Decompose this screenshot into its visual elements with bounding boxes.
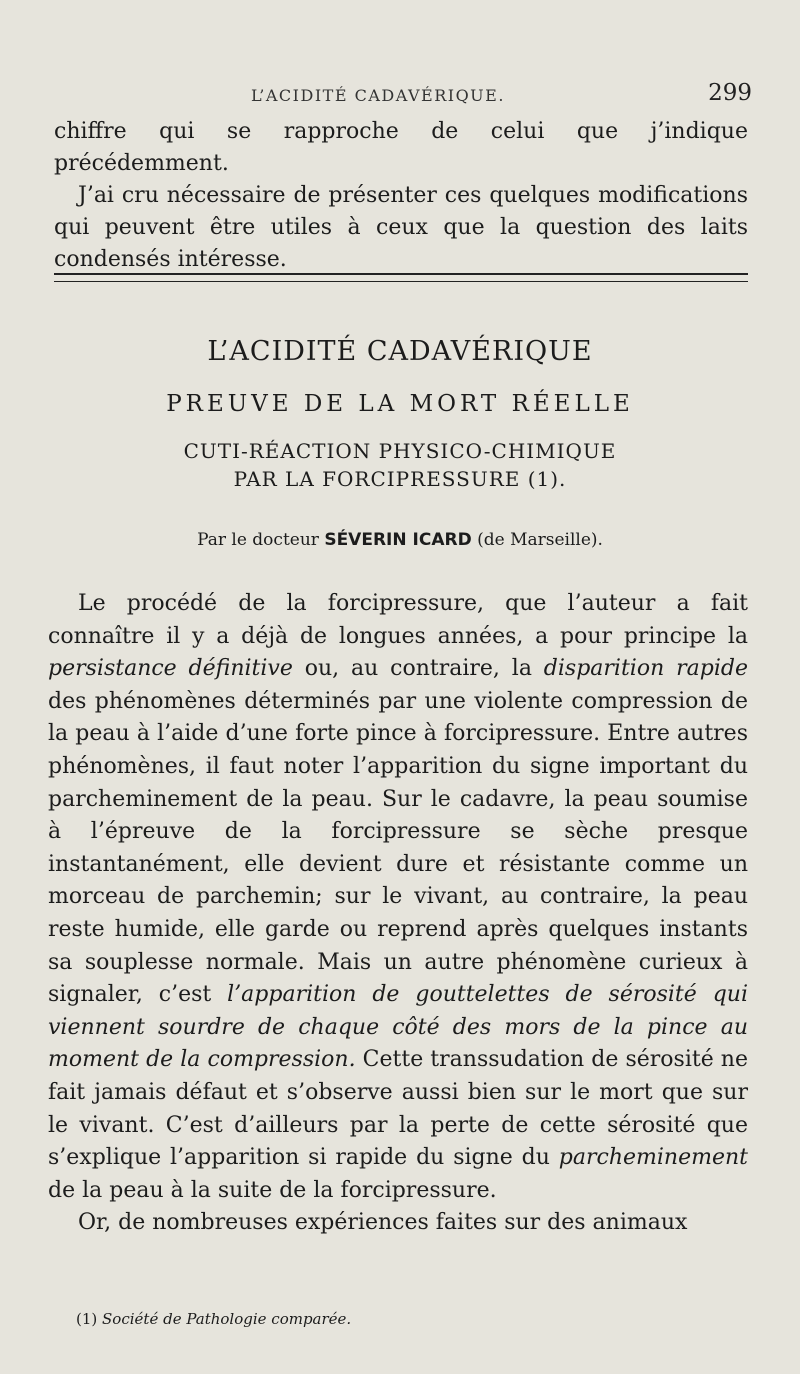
body-paragraph (48, 588, 748, 1207)
previous-article-paragraph: J’ai cru nécessaire de présenter ces quelques modifications qui peuvent être utiles à ceux que la question des laits condensés intéresse. (54, 183, 748, 272)
body-emphasis: parcheminement (558, 1145, 748, 1171)
section-divider-thick (54, 273, 748, 275)
body-text-run: Cette transsudation de sérosité ne fait jamais défaut et s’observe aussi bien sur le mort que sur le vivant. C’est d’ailleurs par la perte de cette sérosité que s’explique l’apparition si rapide du signe du (48, 1047, 748, 1171)
article-heading (40, 336, 760, 493)
page-number: 299 (708, 80, 752, 106)
body-emphasis: disparition rapide (543, 656, 748, 682)
footnote-marker: (1) (76, 1310, 98, 1328)
body-paragraph: Or, de nombreuses expériences faites sur des animaux (78, 1210, 688, 1236)
byline-author: SÉVERIN ICARD (324, 530, 472, 550)
previous-article-line: chiffre qui se rapproche de celui que j’indique précédemment. (54, 119, 748, 176)
page-header (56, 80, 752, 104)
body-emphasis: l’apparition de gouttelettes de sérosité qui viennent sourdre de chaque côté des mors de la pince au moment de la compression. (48, 982, 748, 1073)
article-subtitle: PREUVE DE LA MORT RÉELLE (166, 391, 634, 417)
byline (40, 530, 760, 550)
body-emphasis: persistance définitive (48, 656, 293, 682)
footnote (76, 1310, 351, 1328)
running-title: L’ACIDITÉ CADAVÉRIQUE. (251, 86, 505, 105)
byline-prefix: Par le docteur (197, 530, 319, 550)
article-subtitle-secondary-line2: PAR LA FORCIPRESSURE (1). (233, 467, 567, 491)
body-text-run: des phénomènes déterminés par une violente compression de la peau à l’aide d’une forte pince à forcipressure. Entre autres phénomènes, il faut noter l’apparition du signe important du parcheminement de la peau. Sur le cadavre, la peau soumise à l’épreuve de la forcipressure se sèche presque instantanément, elle devient dure et résistante comme un morceau de parchemin; sur le vivant, au contraire, la peau reste humide, elle garde ou reprend après quelques instants sa souplesse normale. Mais un autre phénomène curieux à signaler, c’est (48, 688, 748, 1008)
footnote-separator (70, 1292, 210, 1293)
article-body (48, 588, 748, 1240)
section-divider-thin (54, 281, 748, 282)
byline-suffix: (de Marseille). (477, 530, 603, 550)
body-text-run: de la peau à la suite de la forcipressure. (48, 1177, 497, 1203)
article-subtitle-secondary-line1: CUTI-RÉACTION PHYSICO-CHIMIQUE (183, 439, 617, 463)
article-title: L’ACIDITÉ CADAVÉRIQUE (207, 336, 593, 367)
article-subtitle-secondary (40, 437, 760, 493)
body-text-run: Le procédé de la forcipressure, que l’auteur a fait connaître il y a déjà de longues années, a pour principe la (48, 591, 748, 649)
footnote-text: Société de Pathologie comparée. (102, 1310, 352, 1328)
previous-article-ending (54, 116, 748, 276)
body-text-run: ou, au contraire, la (304, 656, 532, 682)
